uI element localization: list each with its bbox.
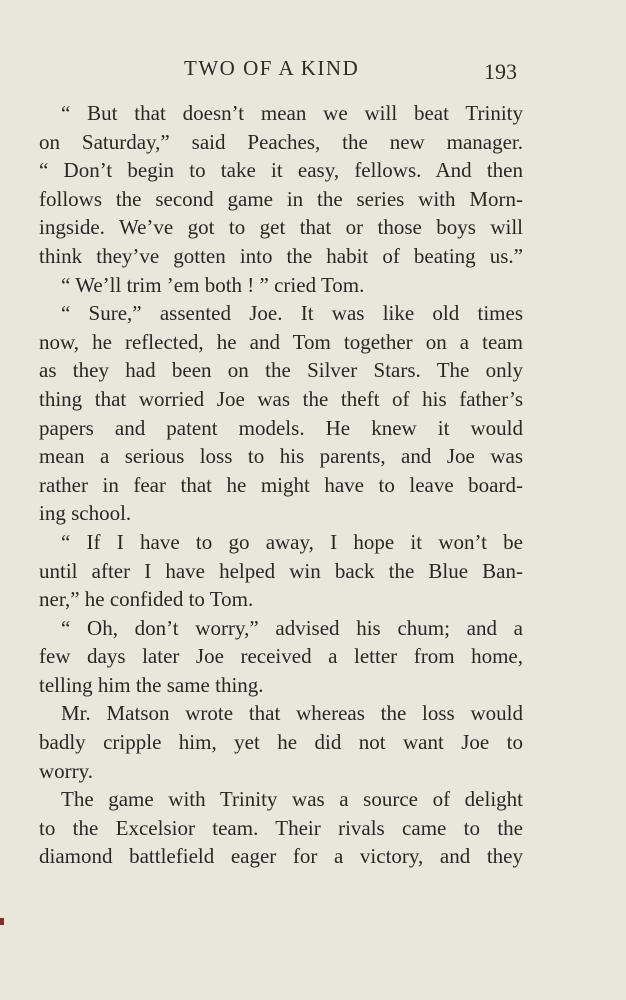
- margin-mark: [0, 918, 4, 925]
- text-line: telling him the same thing.: [39, 672, 264, 697]
- text-line: “ If I have to go away, I hope it won’t be: [61, 529, 523, 554]
- text-line: to the Excelsior team. Their rivals came to the: [39, 815, 523, 840]
- text-line: ner,” he confided to Tom.: [39, 587, 254, 612]
- text-line: now, he reflected, he and Tom together on a team: [39, 329, 523, 354]
- text-line: mean a serious loss to his parents, and Joe was: [39, 444, 523, 469]
- running-title: TWO OF A KIND: [184, 56, 360, 80]
- page-number: 193: [484, 59, 517, 84]
- text-line: badly cripple him, yet he did not want Joe to: [39, 730, 523, 755]
- body-text: [39, 99, 523, 871]
- text-line: “ Oh, don’t worry,” advised his chum; and a: [61, 615, 523, 640]
- text-line: on Saturday,” said Peaches, the new manager.: [39, 129, 523, 154]
- text-line: “ But that doesn’t mean we will beat Trinity: [61, 101, 523, 125]
- text-line: “ We’ll trim ’em both ! ” cried Tom.: [61, 272, 365, 297]
- text-line: thing that worried Joe was the theft of his father’s: [39, 386, 523, 411]
- text-line: papers and patent models. He knew it would: [39, 415, 523, 440]
- text-line: as they had been on the Silver Stars. The only: [39, 358, 523, 383]
- text-line: worry.: [39, 758, 94, 783]
- text-line: diamond battlefield eager for a victory, and they: [39, 844, 523, 869]
- text-line: ingside. We’ve got to get that or those boys will: [39, 215, 523, 240]
- text-line: ing school.: [39, 501, 132, 526]
- text-line: “ Don’t begin to take it easy, fellows. And then: [39, 158, 523, 183]
- text-line: until after I have helped win back the Blue Ban-: [39, 558, 523, 583]
- text-line: The game with Trinity was a source of delight: [61, 787, 523, 812]
- text-line: few days later Joe received a letter from home,: [39, 644, 523, 669]
- text-line: follows the second game in the series with Morn-: [39, 186, 523, 211]
- text-line: think they’ve gotten into the habit of beating us.”: [39, 243, 523, 268]
- text-line: Mr. Matson wrote that whereas the loss would: [61, 701, 523, 726]
- running-header: [0, 56, 626, 84]
- text-line: “ Sure,” assented Joe. It was like old times: [61, 301, 523, 326]
- text-line: rather in fear that he might have to leave board-: [39, 472, 523, 497]
